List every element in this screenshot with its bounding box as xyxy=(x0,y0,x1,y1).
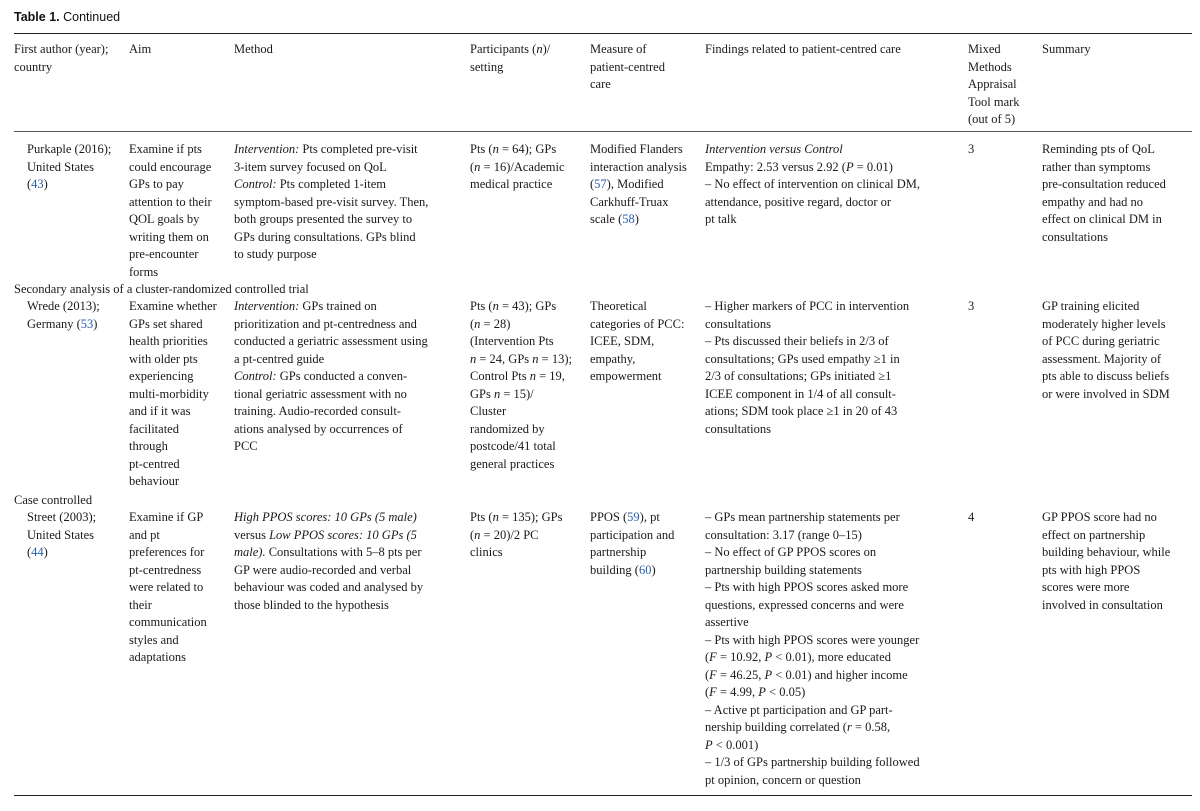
cell-line: setting xyxy=(470,59,504,74)
cell-line: QOL goals by xyxy=(129,212,200,226)
cell-line: GPs to pay xyxy=(129,177,184,191)
cell-line: Empathy: 2.53 versus 2.92 (P = 0.01) xyxy=(705,159,893,174)
cell-line: to study purpose xyxy=(234,247,317,261)
cell-line: (F = 46.25, P < 0.01) and higher income xyxy=(705,667,908,682)
cell-line: empathy and had no xyxy=(1042,194,1144,209)
row3-aim xyxy=(129,509,207,667)
cell-line: Reminding pts of QoL xyxy=(1042,142,1155,156)
cell-line: – Pts with high PPOS scores were younger xyxy=(705,632,920,647)
cell-line: n = 24, GPs n = 13); xyxy=(470,351,572,366)
cell-line: (out of 5) xyxy=(968,112,1016,126)
row1-summary xyxy=(1042,141,1166,246)
header-mmat xyxy=(968,41,1020,129)
cell-line: consultations xyxy=(705,316,771,331)
cell-line: Intervention versus Control xyxy=(705,142,843,156)
header-measure xyxy=(590,41,665,94)
cell-line: Theoretical xyxy=(590,299,647,313)
table-bottom-rule xyxy=(14,795,1192,796)
row2-participants xyxy=(470,298,572,473)
cell-line: (57), Modified xyxy=(590,177,664,191)
row3-measure xyxy=(590,509,674,579)
cell-line: PPOS (59), pt xyxy=(590,510,660,524)
row2-method xyxy=(234,298,428,456)
cell-line: pre-encounter xyxy=(129,247,199,261)
cell-line: (43) xyxy=(27,177,48,191)
cell-line: pts able to discuss beliefs xyxy=(1042,369,1170,383)
row2-mmat: 3 xyxy=(968,299,975,313)
cell-line: health priorities xyxy=(129,334,208,348)
table-header-rule xyxy=(14,131,1192,132)
cell-line: 2/3 of consultations; GPs initiated ≥1 xyxy=(705,369,892,383)
cell-line: were related to xyxy=(129,580,204,594)
cell-line: empowerment xyxy=(590,369,662,383)
cell-line: could encourage xyxy=(129,159,212,174)
cell-line: Germany (53) xyxy=(27,316,98,331)
cell-line: P < 0.001) xyxy=(705,737,759,752)
cell-line: Control: Pts completed 1-item xyxy=(234,177,386,191)
cell-line: styles and xyxy=(129,632,179,647)
cell-line: those blinded to the hypothesis xyxy=(234,597,389,612)
table-label: Table 1. xyxy=(14,10,60,24)
cell-line: empathy, xyxy=(590,351,636,366)
cell-line: PCC xyxy=(234,439,258,453)
cell-line: through xyxy=(129,439,168,453)
cell-line: ICEE component in 1/4 of all consult- xyxy=(705,386,896,401)
cell-line: versus Low PPOS scores: 10 GPs (5 xyxy=(234,527,417,542)
cell-line: symptom-based pre-visit survey. Then, xyxy=(234,194,429,209)
cell-line: Mixed xyxy=(968,42,1001,56)
cell-line: partnership building statements xyxy=(705,562,862,577)
section-case-controlled: Case controlled xyxy=(14,493,93,507)
row1-aim xyxy=(129,141,212,281)
cell-line: – Pts discussed their beliefs in 2/3 of xyxy=(705,334,889,348)
table-caption xyxy=(14,10,120,24)
row3-participants xyxy=(470,509,562,562)
header-method xyxy=(234,41,273,59)
row3-findings xyxy=(705,509,920,789)
cell-line: forms xyxy=(129,264,159,279)
cell-line: – Higher markers of PCC in intervention xyxy=(705,299,910,313)
cell-line: Examine whether xyxy=(129,299,217,313)
cell-line: adaptations xyxy=(129,650,186,664)
cell-line: experiencing xyxy=(129,369,194,383)
cell-line: – No effect of GP PPOS scores on xyxy=(705,545,877,559)
cell-line: attendance, positive regard, doctor or xyxy=(705,194,892,209)
cell-line: preferences for xyxy=(129,545,205,559)
cell-line: care xyxy=(590,77,611,91)
cell-line: Examine if GP xyxy=(129,510,204,524)
cell-line: 3-item survey focused on QoL xyxy=(234,159,387,174)
cell-line: scores were more xyxy=(1042,580,1130,594)
cell-line: involved in consultation xyxy=(1042,597,1163,612)
cell-line: writing them on xyxy=(129,229,209,244)
cell-line: GPs during consultations. GPs blind xyxy=(234,229,416,244)
cell-line: assessment. Majority of xyxy=(1042,351,1162,366)
cell-line: moderately higher levels xyxy=(1042,316,1166,331)
cell-line: Measure of xyxy=(590,42,647,56)
cell-line: country xyxy=(14,59,53,74)
cell-line: Method xyxy=(234,42,273,56)
cell-line: pt-centredness xyxy=(129,562,202,577)
cell-line: pt-centred xyxy=(129,456,180,471)
cell-line: consultations; GPs used empathy ≥1 in xyxy=(705,351,900,366)
table-top-rule xyxy=(14,33,1192,34)
cell-line: patient-centred xyxy=(590,59,665,74)
header-summary xyxy=(1042,41,1091,59)
row1-author xyxy=(27,141,111,194)
cell-line: nership building correlated (r = 0.58, xyxy=(705,720,891,734)
row2-findings xyxy=(705,298,909,438)
cell-line: male). Consultations with 5–8 pts per xyxy=(234,545,422,559)
cell-line: United States xyxy=(27,159,95,174)
cell-line: medical practice xyxy=(470,177,553,191)
cell-line: ations; SDM took place ≥1 in 20 of 43 xyxy=(705,404,898,418)
cell-line: building (60) xyxy=(590,562,656,577)
row3-method xyxy=(234,509,423,614)
cell-line: their xyxy=(129,597,152,612)
cell-line: (44) xyxy=(27,545,48,559)
cell-line: with older pts xyxy=(129,351,198,366)
cell-line: behaviour xyxy=(129,474,179,488)
cell-line: – 1/3 of GPs partnership building followed xyxy=(705,755,920,769)
cell-line: Modified Flanders xyxy=(590,142,683,156)
cell-line: (Intervention Pts xyxy=(470,334,554,348)
cell-line: effect on partnership xyxy=(1042,527,1146,542)
cell-line: United States xyxy=(27,527,95,542)
cell-line: Purkaple (2016); xyxy=(27,142,112,156)
cell-line: Street (2003); xyxy=(27,510,97,524)
cell-line: Pts (n = 43); GPs xyxy=(470,299,557,313)
cell-line: Carkhuff-Truax xyxy=(590,194,669,209)
cell-line: (n = 20)/2 PC xyxy=(470,527,539,542)
cell-line: behaviour was coded and analysed by xyxy=(234,580,424,594)
cell-line: both groups presented the survey to xyxy=(234,212,413,226)
cell-line: tional geriatric assessment with no xyxy=(234,386,407,401)
cell-line: Participants (n)/ xyxy=(470,42,551,56)
cell-line: prioritization and pt-centredness and xyxy=(234,316,417,331)
cell-line: pt talk xyxy=(705,212,737,226)
cell-line: randomized by xyxy=(470,421,545,436)
cell-line: consultations xyxy=(1042,229,1108,244)
row2-measure xyxy=(590,298,684,386)
header-participants xyxy=(470,41,550,76)
cell-line: Cluster xyxy=(470,404,507,418)
cell-line: Control: GPs conducted a conven- xyxy=(234,369,408,383)
cell-line: facilitated xyxy=(129,421,179,436)
cell-line: pt opinion, concern or question xyxy=(705,772,861,787)
cell-line: Findings related to patient-centred care xyxy=(705,42,901,56)
row3-summary xyxy=(1042,509,1170,614)
cell-line: building behaviour, while xyxy=(1042,545,1171,559)
cell-line: participation and xyxy=(590,527,675,542)
cell-line: High PPOS scores: 10 GPs (5 male) xyxy=(234,510,417,524)
cell-line: effect on clinical DM in xyxy=(1042,212,1162,226)
cell-line: GPs set shared xyxy=(129,316,203,331)
cell-line: conducted a geriatric assessment using xyxy=(234,334,428,348)
row1-findings xyxy=(705,141,920,229)
cell-line: postcode/41 total xyxy=(470,439,556,453)
cell-line: categories of PCC: xyxy=(590,316,685,331)
cell-line: Pts (n = 135); GPs xyxy=(470,510,563,524)
cell-line: training. Audio-recorded consult- xyxy=(234,404,401,418)
cell-line: attention to their xyxy=(129,194,212,209)
cell-line: – Active pt participation and GP part- xyxy=(705,702,893,717)
cell-line: GPs n = 15)/ xyxy=(470,386,534,401)
cell-line: ICEE, SDM, xyxy=(590,334,655,348)
cell-line: GP were audio-recorded and verbal xyxy=(234,562,412,577)
cell-line: assertive xyxy=(705,615,749,629)
cell-line: of PCC during geriatric xyxy=(1042,334,1160,348)
cell-line: (F = 10.92, P < 0.01), more educated xyxy=(705,650,891,664)
cell-line: questions, expressed concerns and were xyxy=(705,597,904,612)
cell-line: Pts (n = 64); GPs xyxy=(470,142,557,156)
row3-mmat: 4 xyxy=(968,510,975,524)
cell-line: consultations xyxy=(705,421,771,436)
cell-line: Wrede (2013); xyxy=(27,299,100,313)
cell-line: and pt xyxy=(129,527,160,542)
cell-line: (n = 16)/Academic xyxy=(470,159,565,174)
row1-method xyxy=(234,141,428,264)
cell-line: ations analysed by occurrences of xyxy=(234,421,403,436)
cell-line: Aim xyxy=(129,42,152,56)
cell-line: a pt-centred guide xyxy=(234,351,325,366)
cell-line: and if it was xyxy=(129,404,191,418)
row2-aim xyxy=(129,298,217,491)
cell-line: clinics xyxy=(470,545,503,559)
cell-line: communication xyxy=(129,615,207,629)
cell-line: partnership xyxy=(590,545,647,559)
cell-line: Methods xyxy=(968,59,1012,74)
row1-measure xyxy=(590,141,687,229)
cell-line: (n = 28) xyxy=(470,316,511,331)
cell-line: general practices xyxy=(470,456,555,471)
cell-line: rather than symptoms xyxy=(1042,159,1151,174)
row1-participants xyxy=(470,141,565,194)
cell-line: consultation: 3.17 (range 0–15) xyxy=(705,527,862,542)
cell-line: Intervention: GPs trained on xyxy=(234,299,377,313)
cell-line: Summary xyxy=(1042,42,1091,56)
cell-line: Control Pts n = 19, xyxy=(470,369,565,383)
row2-author xyxy=(27,298,100,333)
header-aim xyxy=(129,41,151,59)
header-findings xyxy=(705,41,901,59)
cell-line: Tool mark xyxy=(968,94,1020,109)
cell-line: multi-morbidity xyxy=(129,386,209,401)
section-secondary-analysis: Secondary analysis of a cluster-randomized controlled trial xyxy=(14,282,309,296)
cell-line: First author (year); xyxy=(14,42,109,56)
cell-line: – No effect of intervention on clinical DM, xyxy=(705,177,920,191)
cell-line: or were involved in SDM xyxy=(1042,386,1170,401)
header-author xyxy=(14,41,108,76)
row3-author xyxy=(27,509,96,562)
row1-mmat: 3 xyxy=(968,142,975,156)
cell-line: – Pts with high PPOS scores asked more xyxy=(705,580,909,594)
cell-line: interaction analysis xyxy=(590,159,687,174)
cell-line: Appraisal xyxy=(968,77,1017,91)
cell-line: pts with high PPOS xyxy=(1042,562,1141,577)
table-caption-text: Continued xyxy=(63,10,121,24)
cell-line: pre-consultation reduced xyxy=(1042,177,1166,191)
cell-line: scale (58) xyxy=(590,212,639,226)
cell-line: Examine if pts xyxy=(129,142,202,156)
cell-line: GP training elicited xyxy=(1042,299,1140,313)
row2-summary xyxy=(1042,298,1170,403)
cell-line: – GPs mean partnership statements per xyxy=(705,510,900,524)
cell-line: (F = 4.99, P < 0.05) xyxy=(705,685,806,699)
cell-line: Intervention: Pts completed pre-visit xyxy=(234,142,418,156)
cell-line: GP PPOS score had no xyxy=(1042,510,1157,524)
